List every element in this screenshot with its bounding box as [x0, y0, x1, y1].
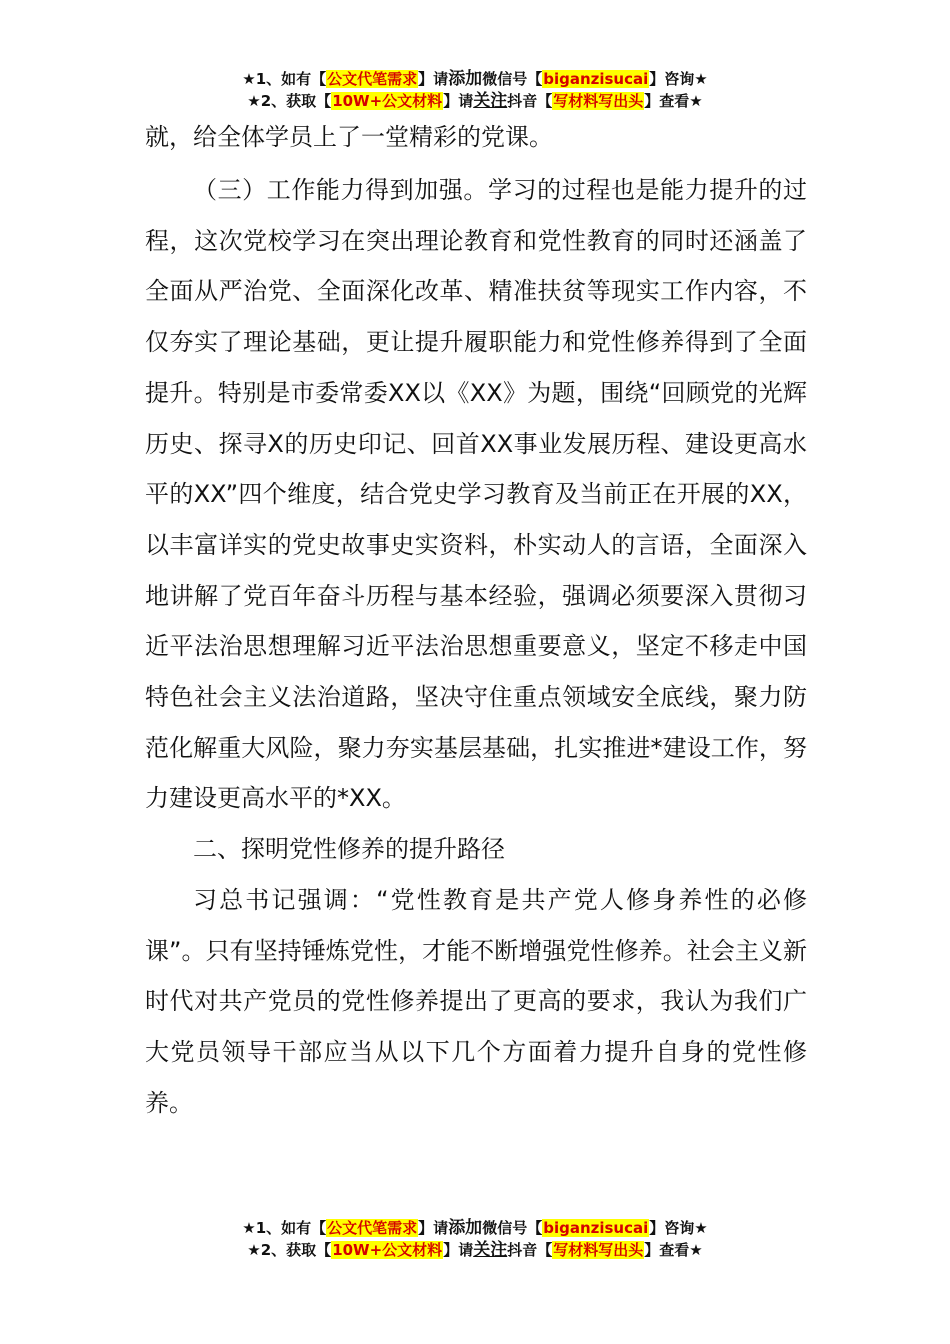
promo-highlight-materials: 10W+公文材料	[332, 92, 443, 110]
promo-line-2: ★2、获取【10W+公文材料】请关注抖音【写材料写出头】查看★	[247, 1240, 703, 1260]
promo-highlight-wechat-id: biganzisucai	[543, 70, 649, 88]
paragraph-work-ability: （三）工作能力得到加强。学习的过程也是能力提升的过程，这次党校学习在突出理论教育和党性教育的同时还涵盖了全面从严治党、全面深化改革、精准扶贫等现实工作内容，不仅夯实了理论基础，更让提升履职能力和党性修养得到了全面提升。特别是市委常委XX以《XX》为题，围绕“回顾党的光辉历史、探寻X的历史印记、回首XX事业发展历程、建设更高水平的XX”四个维度，结合党史学习教育及当前正在开展的XX，以丰富详实的党史故事史实资料，朴实动人的言语，全面深入地讲解了党百年奋斗历程与基本经验，强调必须要深入贯彻习近平法治思想理解习近平法治思想重要意义，坚定不移走中国特色社会主义法治道路，坚决守住重点领域安全底线，聚力防范化解重大风险，聚力夯实基层基础，扎实推进*建设工作，努力建设更高水平的*XX。	[145, 176, 807, 813]
paragraph-continuation: 就，给全体学员上了一堂精彩的党课。	[145, 123, 553, 151]
promo-highlight-douyin: 写材料写出头	[553, 92, 644, 110]
promo-line-2: ★2、获取【10W+公文材料】请关注抖音【写材料写出头】查看★	[247, 91, 703, 111]
promo-line-1: ★1、如有【公文代笔需求】请添加微信号【biganzisucai】咨询★	[242, 69, 708, 89]
promo-highlight-wechat-id: biganzisucai	[543, 1219, 649, 1237]
document-body	[145, 165, 807, 1128]
header-promo-banner	[0, 68, 950, 112]
promo-line-1: ★1、如有【公文代笔需求】请添加微信号【biganzisucai】咨询★	[242, 1218, 708, 1238]
promo-highlight-service: 公文代笔需求	[327, 70, 418, 88]
section-heading: 二、探明党性修养的提升路径	[193, 835, 505, 864]
promo-highlight-douyin: 写材料写出头	[553, 1241, 644, 1259]
paragraph-party-education: 习总书记强调：“党性教育是共产党人修身养性的必修课”。只有坚持锤炼党性，才能不断增强党性修养。社会主义新时代对共产党员的党性修养提出了更高的要求，我认为我们广大党员领导干部应当从以下几个方面着力提升自身的党性修养。	[145, 885, 807, 1117]
promo-highlight-materials: 10W+公文材料	[332, 1241, 443, 1259]
footer-promo-banner	[0, 1217, 950, 1261]
promo-highlight-service: 公文代笔需求	[327, 1219, 418, 1237]
